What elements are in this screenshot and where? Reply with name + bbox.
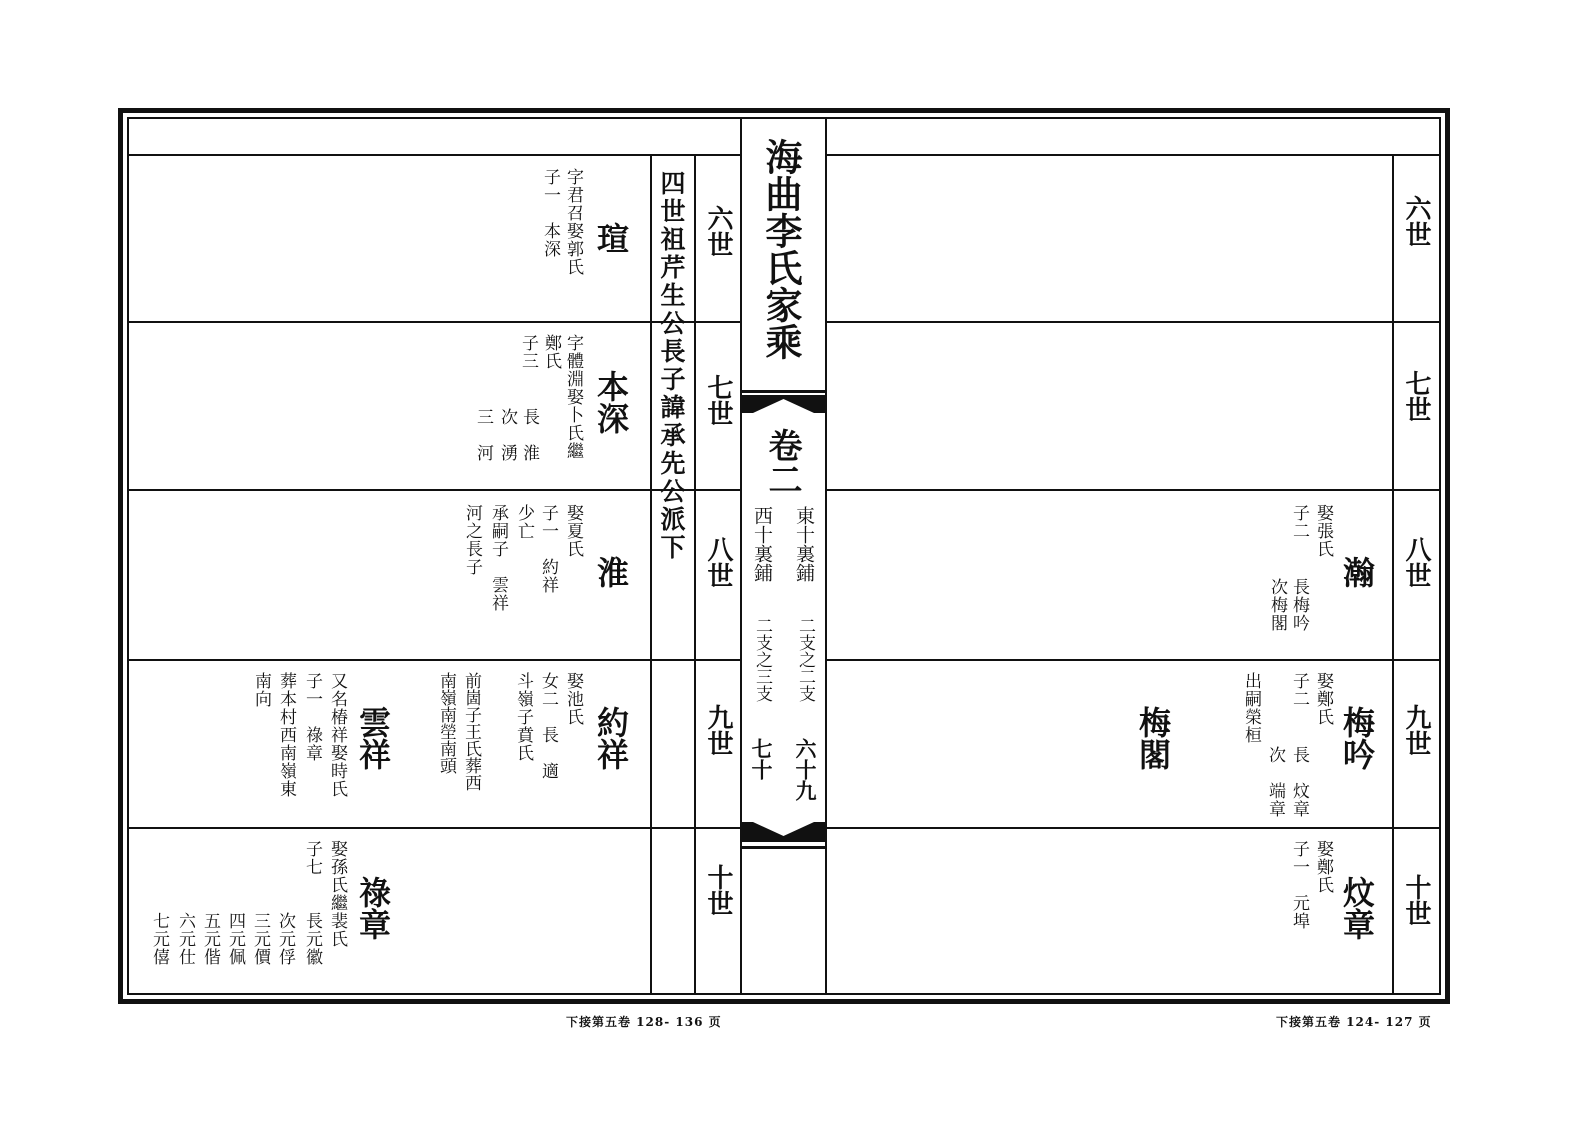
person-note: 娶夏氏 bbox=[563, 504, 583, 558]
spine-fishtail-top bbox=[740, 395, 827, 417]
generation-label: 十世 bbox=[1401, 874, 1431, 926]
person-note: 河之長子 bbox=[462, 504, 482, 576]
person-note: 字君召娶郭氏 bbox=[563, 168, 583, 276]
person-note: 次 端章 bbox=[1265, 746, 1285, 818]
generation-label: 九世 bbox=[703, 704, 733, 756]
person-note: 長元徽 bbox=[302, 912, 322, 966]
person-note: 六元仕 bbox=[175, 912, 195, 966]
gen-col-line bbox=[694, 154, 696, 995]
person-note: 子三 bbox=[518, 334, 538, 370]
person-note: 次元俘 bbox=[275, 912, 295, 966]
person-note: 四元佩 bbox=[225, 912, 245, 966]
sub-branch-east: 二支之二支 bbox=[795, 617, 815, 702]
person-note: 次 湧 bbox=[497, 408, 517, 462]
person-note: 又名椿祥娶時氏 bbox=[327, 672, 347, 798]
person-name: 梅吟 bbox=[1338, 706, 1376, 770]
person-name: 炆章 bbox=[1338, 876, 1376, 940]
person-note: 女二 長 適 bbox=[538, 672, 558, 780]
spine-fishtail-bottom bbox=[740, 822, 827, 850]
person-note: 長 炆章 bbox=[1289, 746, 1309, 818]
row-line bbox=[127, 827, 740, 829]
person-note: 出嗣榮桓 bbox=[1241, 672, 1261, 744]
person-note: 子二 bbox=[1289, 672, 1309, 708]
page-number-left: 七十 bbox=[749, 738, 774, 780]
spine-band bbox=[740, 390, 827, 393]
person-note: 娶孫氏繼裴氏 bbox=[327, 840, 347, 948]
book-title: 海曲李氏家乘 bbox=[759, 138, 803, 360]
person-note: 子一 約祥 bbox=[538, 504, 558, 594]
person-note: 次梅閣 bbox=[1267, 578, 1287, 632]
person-note: 娶鄭氏 bbox=[1313, 672, 1333, 726]
person-name: 祿章 bbox=[354, 876, 392, 940]
generation-label: 七世 bbox=[1401, 370, 1431, 422]
row-line bbox=[127, 659, 740, 661]
generation-label: 六世 bbox=[703, 205, 733, 257]
person-note: 子一 祿章 bbox=[302, 672, 322, 762]
person-note: 南向 bbox=[251, 672, 271, 708]
generation-label: 九世 bbox=[1401, 704, 1431, 756]
generation-label: 七世 bbox=[703, 374, 733, 426]
person-note: 子一 本深 bbox=[540, 168, 560, 258]
person-note: 娶池氏 bbox=[563, 672, 583, 726]
section-title: 四世祖芹生公長子諱承先公派下 bbox=[657, 170, 686, 562]
generation-label: 六世 bbox=[1401, 195, 1431, 247]
gen-col-line bbox=[1392, 154, 1394, 995]
row-line bbox=[825, 321, 1441, 323]
person-note: 三 河 bbox=[473, 408, 493, 462]
person-note: 長梅吟 bbox=[1289, 578, 1309, 632]
spine-left-line bbox=[740, 117, 742, 995]
branch-west: 西十裏鋪 bbox=[751, 506, 773, 582]
person-name: 瀚 bbox=[1338, 556, 1376, 588]
person-note: 前崮子王氏葬西 bbox=[461, 672, 481, 791]
person-name: 瑄 bbox=[592, 222, 630, 254]
row-line bbox=[825, 154, 1441, 156]
row-line bbox=[127, 154, 740, 156]
person-name: 淮 bbox=[592, 556, 630, 588]
person-note: 字體淵娶卜氏繼 bbox=[563, 334, 583, 460]
person-note: 斗嶺子賁氏 bbox=[513, 672, 533, 762]
sub-branch-west: 二支之三支 bbox=[752, 617, 772, 702]
generation-label: 八世 bbox=[1401, 536, 1431, 588]
right-footer-note: 下接第五卷 124- 127 页 bbox=[1276, 1015, 1432, 1029]
person-note: 長 淮 bbox=[519, 408, 539, 462]
person-note: 子一 元埠 bbox=[1289, 840, 1309, 930]
person-note: 三元價 bbox=[250, 912, 270, 966]
row-line bbox=[825, 827, 1441, 829]
person-note: 娶張氏 bbox=[1313, 504, 1333, 558]
person-note: 七元僖 bbox=[149, 912, 169, 966]
person-note: 南嶺南塋南頭 bbox=[436, 672, 456, 774]
row-line bbox=[127, 321, 740, 323]
left-footer-note: 下接第五卷 128- 136 页 bbox=[566, 1015, 722, 1029]
row-line bbox=[825, 489, 1441, 491]
title-col-line bbox=[650, 154, 652, 995]
row-line bbox=[825, 659, 1441, 661]
person-note: 五元偕 bbox=[200, 912, 220, 966]
person-note: 鄭氏 bbox=[541, 334, 561, 370]
page-number-right: 六十九 bbox=[793, 738, 818, 801]
person-name: 約祥 bbox=[592, 706, 630, 770]
branch-east: 東十裏鋪 bbox=[793, 506, 815, 582]
person-note: 葬本村西南嶺東 bbox=[276, 672, 296, 798]
generation-label: 十世 bbox=[703, 864, 733, 916]
person-note: 少亡 bbox=[514, 504, 534, 540]
spine-right-line bbox=[825, 117, 827, 995]
person-note: 子七 bbox=[302, 840, 322, 876]
generation-label: 八世 bbox=[703, 536, 733, 588]
person-note: 娶鄭氏 bbox=[1313, 840, 1333, 894]
row-line bbox=[127, 489, 740, 491]
person-note: 子二 bbox=[1289, 504, 1309, 540]
volume-label: 卷二 bbox=[762, 428, 802, 496]
person-note: 承嗣子 雲祥 bbox=[488, 504, 508, 612]
person-name: 雲祥 bbox=[354, 706, 392, 770]
person-name: 本深 bbox=[592, 370, 630, 434]
person-name: 梅閣 bbox=[1134, 706, 1172, 770]
